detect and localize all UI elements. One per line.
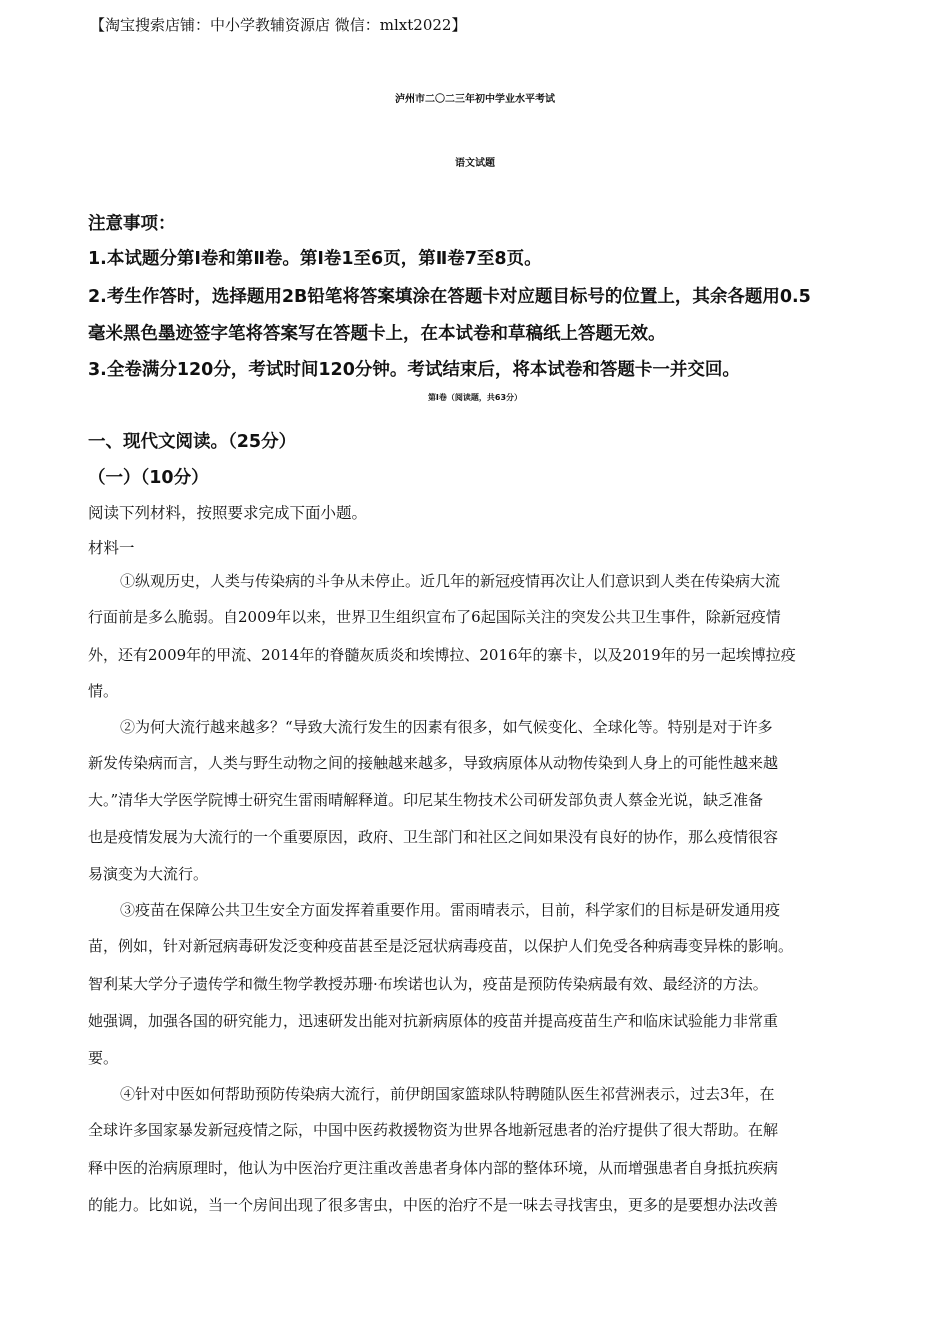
paragraph-1-line-1: ①纵观历史，人类与传染病的斗争从未停止。近几年的新冠疫情再次让人们意识到人类在传染病大流 — [120, 572, 781, 590]
notice-item-3: 3.全卷满分120分，考试时间120分钟。考试结束后，将本试卷和答题卡一并交回。 — [88, 360, 740, 380]
paragraph-2-line-3: 大。”清华大学医学院博士研究生雷雨晴解释道。印尼某生物技术公司研发部负责人蔡金光说，缺乏准备 — [88, 791, 764, 809]
paragraph-1-line-2: 行面前是多么脆弱。自2009年以来，世界卫生组织宣布了6起国际关注的突发公共卫生事件，除新冠疫情 — [88, 608, 781, 626]
paragraph-4-line-4: 的能力。比如说，当一个房间出现了很多害虫，中医的治疗不是一味去寻找害虫，更多的是要想办法改善 — [88, 1196, 779, 1214]
paragraph-3-line-3: 智利某大学分子遗传学和微生物学教授苏珊·布埃诺也认为，疫苗是预防传染病最有效、最经济的方法。 — [88, 975, 768, 993]
paragraph-3-line-2: 苗，例如，针对新冠病毒研发泛变种疫苗甚至是泛冠状病毒疫苗，以保护人们免受各种病毒变异株的影响。 — [88, 937, 794, 955]
notice-item-2-line-1: 2.考生作答时，选择题用2B铅笔将答案填涂在答题卡对应题目标号的位置上，其余各题用0.5 — [88, 287, 811, 307]
paragraph-3-line-1: ③疫苗在保障公共卫生安全方面发挥着重要作用。雷雨晴表示，目前，科学家们的目标是研发通用疫 — [120, 901, 781, 919]
notice-item-1: 1.本试题分第Ⅰ卷和第Ⅱ卷。第Ⅰ卷1至6页，第Ⅱ卷7至8页。 — [88, 249, 542, 269]
paragraph-4-line-1: ④针对中医如何帮助预防传染病大流行，前伊朗国家篮球队特聘随队医生祁营洲表示，过去3年，在 — [120, 1085, 775, 1103]
paragraph-3-line-4: 她强调，加强各国的研究能力，迅速研发出能对抗新病原体的疫苗并提高疫苗生产和临床试验能力非常重 — [88, 1012, 779, 1030]
paragraph-3-line-5: 要。 — [88, 1049, 119, 1067]
volume-title: 第Ⅰ卷（阅读题，共63分） — [427, 393, 523, 402]
paragraph-2-line-4: 也是疫情发展为大流行的一个重要原因，政府、卫生部门和社区之间如果没有良好的协作，那么疫情很容 — [88, 828, 779, 846]
notice-item-2-line-2: 毫米黑色墨迹签字笔将答案写在答题卡上，在本试卷和草稿纸上答题无效。 — [88, 324, 666, 344]
notice-heading: 注意事项： — [88, 214, 176, 234]
exam-subtitle: 语文试题 — [455, 158, 495, 169]
reading-instruction: 阅读下列材料，按照要求完成下面小题。 — [88, 504, 368, 522]
paragraph-2-line-5: 易演变为大流行。 — [88, 865, 209, 883]
paragraph-1-line-3: 外，还有2009年的甲流、2014年的脊髓灰质炎和埃博拉、2016年的寨卡，以及2019年的另一起埃博拉疫 — [88, 646, 796, 664]
exam-title: 泸州市二〇二三年初中学业水平考试 — [395, 94, 555, 105]
paragraph-4-line-3: 释中医的治病原理时，他认为中医治疗更注重改善患者身体内部的整体环境，从而增强患者自身抵抗疾病 — [88, 1159, 779, 1177]
paragraph-2-line-1: ②为何大流行越来越多？“导致大流行发生的因素有很多，如气候变化、全球化等。特别是对于许多 — [120, 718, 773, 736]
material-label: 材料一 — [88, 539, 135, 557]
header-note: 【淘宝搜索店铺：中小学教辅资源店 微信：mlxt2022】 — [90, 16, 467, 34]
paragraph-2-line-2: 新发传染病而言，人类与野生动物之间的接触越来越多，导致病原体从动物传染到人身上的可能性越来越 — [88, 754, 779, 772]
paragraph-4-line-2: 全球许多国家暴发新冠疫情之际，中国中医药救援物资为世界各地新冠患者的治疗提供了很大帮助。在解 — [88, 1121, 779, 1139]
section-heading: 一、现代文阅读。（25分） — [88, 432, 297, 452]
subsection-heading: （一）（10分） — [88, 468, 209, 488]
paragraph-1-line-4: 情。 — [88, 682, 119, 700]
